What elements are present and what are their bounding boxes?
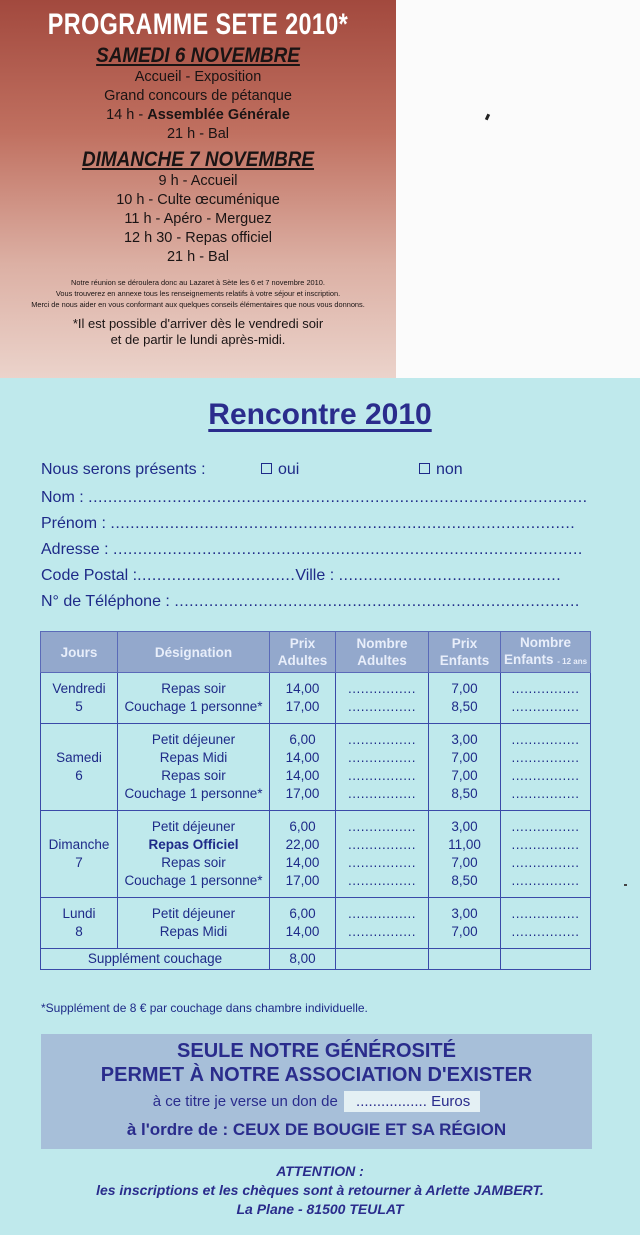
day-name: Samedi <box>56 750 102 765</box>
programme-notes: Notre réunion se déroulera donc au Lazaret à Sète les 6 et 7 novembre 2010. Vous trouverez en annexe tous les renseignements relatifs à votre séjour et inscription. Merci de nous aider en vous conformant aux quelques conseils élémentaires que nous vous donnons. <box>31 278 365 309</box>
supplement-price: 8,00 <box>270 949 336 970</box>
designation-item: Petit déjeuner <box>151 906 236 921</box>
price-table <box>40 631 591 970</box>
registration-form <box>0 378 640 1235</box>
day-name: Dimanche <box>48 837 110 852</box>
prix-adultes-cell: 6,00 14,00 14,00 17,00 <box>270 724 336 811</box>
header-jours: Jours <box>41 632 118 673</box>
programme-title: PROGRAMME SETE 2010* <box>47 8 349 41</box>
designation-item: Repas Midi <box>159 750 228 765</box>
banner-line1: SEULE NOTRE GÉNÉROSITÉ <box>177 1040 456 1062</box>
checkbox-icon <box>261 463 272 474</box>
day-cell <box>41 724 118 811</box>
designation-item: Repas soir <box>161 681 226 696</box>
designation-cell <box>118 673 270 724</box>
prix-enfants-cell: 3,00 7,00 <box>429 898 501 949</box>
form-title: Rencontre 2010 <box>208 398 432 431</box>
day-cell <box>41 811 118 898</box>
day2-line: 12 h 30 - Repas officiel <box>123 230 273 246</box>
prenom-field[interactable]: Prénom : .............................................................................................. <box>41 515 576 532</box>
programme-footnote: *Il est possible d'arriver dès le vendredi soir et de partir le lundi après-midi. <box>72 316 324 347</box>
designation-cell <box>118 811 270 898</box>
day2-line: 21 h - Bal <box>166 249 230 265</box>
oui-checkbox[interactable]: oui <box>261 461 299 479</box>
nom-field[interactable]: Nom : ..................................................................................................... <box>41 489 588 506</box>
day1-line: Grand concours de pétanque <box>104 88 292 104</box>
header-nombre-adultes: Nombre Adultes <box>336 632 429 673</box>
day-cell <box>41 898 118 949</box>
supplement-note: *Supplément de 8 € par couchage dans chambre individuelle. <box>41 1001 368 1015</box>
prix-enfants-cell <box>429 949 501 970</box>
nombre-adultes-cell[interactable] <box>336 949 429 970</box>
donation-row: à ce titre je verse un don de ................. Euros <box>41 1091 592 1112</box>
non-checkbox[interactable]: non <box>419 461 463 479</box>
header-nombre-enfants: Nombre Enfants - 12 ans <box>501 632 591 673</box>
prix-enfants-cell: 3,00 11,00 7,00 8,50 <box>429 811 501 898</box>
day-cell <box>41 673 118 724</box>
attention-title: ATTENTION : <box>276 1163 364 1179</box>
banner-line2: PERMET À NOTRE ASSOCIATION D'EXISTER <box>100 1064 533 1086</box>
day1-line: 21 h - Bal <box>166 126 230 142</box>
day2-line: 10 h - Culte œcuménique <box>116 192 280 208</box>
day-name: Lundi <box>62 906 96 921</box>
telephone-field[interactable]: N° de Téléphone : .................................................................................. <box>41 593 580 610</box>
day-number: 6 <box>75 768 83 783</box>
table-row <box>41 673 591 724</box>
day-number: 8 <box>75 924 83 939</box>
ink-mark <box>485 114 490 121</box>
day1-line: 14 h - Assemblée Générale <box>106 107 290 123</box>
day-number: 7 <box>75 855 83 870</box>
designation-item: Couchage 1 personne* <box>124 699 263 714</box>
designation-cell <box>118 898 270 949</box>
nombre-enfants-cell[interactable]: ................ ................ <box>501 673 591 724</box>
nombre-enfants-cell[interactable]: ................ ................ ................ ................ <box>501 811 591 898</box>
header-designation: Désignation <box>118 632 270 673</box>
designation-item: Petit déjeuner <box>151 819 236 834</box>
day2-line: 9 h - Accueil <box>158 173 238 189</box>
presence-row: Nous serons présents : oui non <box>41 461 463 478</box>
nombre-adultes-cell[interactable]: ................ ................ <box>336 673 429 724</box>
attention-line1: les inscriptions et les chèques sont à retourner à Arlette JAMBERT. <box>96 1182 544 1198</box>
prix-enfants-cell: 3,00 7,00 7,00 8,50 <box>429 724 501 811</box>
donation-banner <box>41 1034 592 1149</box>
designation-item: Repas soir <box>161 855 226 870</box>
designation-item: Repas Officiel <box>148 837 239 852</box>
header-prix-adultes: Prix Adultes <box>270 632 336 673</box>
designation-item: Repas Midi <box>159 924 228 939</box>
ink-spot <box>624 884 627 886</box>
attention-line2: La Plane - 81500 TEULAT <box>236 1201 404 1217</box>
designation-cell <box>118 724 270 811</box>
day-name: Vendredi <box>52 681 106 696</box>
header-prix-enfants: Prix Enfants <box>429 632 501 673</box>
adresse-field[interactable]: Adresse : ............................................................................................... <box>41 541 583 558</box>
table-row <box>41 811 591 898</box>
nombre-enfants-cell[interactable]: ................ ................ <box>501 898 591 949</box>
designation-item: Couchage 1 personne* <box>124 786 263 801</box>
designation-item: Repas soir <box>161 768 226 783</box>
nombre-enfants-cell[interactable]: ................ ................ ................ ................ <box>501 724 591 811</box>
supplement-row <box>41 949 591 970</box>
table-header <box>41 632 591 673</box>
prix-enfants-cell: 7,00 8,50 <box>429 673 501 724</box>
banner-ordre: à l'ordre de : CEUX DE BOUGIE ET SA RÉGION <box>126 1120 507 1139</box>
table-row <box>41 898 591 949</box>
checkbox-icon <box>419 463 430 474</box>
supplement-label: Supplément couchage <box>41 949 270 970</box>
prix-adultes-cell: 14,00 17,00 <box>270 673 336 724</box>
table-row <box>41 724 591 811</box>
cp-ville-field[interactable]: Code Postal :................................Ville : ............................................. <box>41 567 562 584</box>
nombre-enfants-cell[interactable] <box>501 949 591 970</box>
nombre-adultes-cell[interactable]: ................ ................ ................ ................ <box>336 811 429 898</box>
programme-card <box>0 0 396 378</box>
designation-item: Couchage 1 personne* <box>124 873 263 888</box>
nombre-adultes-cell[interactable]: ................ ................ <box>336 898 429 949</box>
day2-heading: DIMANCHE 7 NOVEMBRE <box>81 148 315 171</box>
prix-adultes-cell: 6,00 22,00 14,00 17,00 <box>270 811 336 898</box>
donation-field[interactable]: ................. Euros <box>344 1091 480 1112</box>
day2-line: 11 h - Apéro - Merguez <box>124 211 272 227</box>
day1-line: Accueil - Exposition <box>134 69 262 85</box>
prix-adultes-cell: 6,00 14,00 <box>270 898 336 949</box>
nombre-adultes-cell[interactable]: ................ ................ ................ ................ <box>336 724 429 811</box>
day-number: 5 <box>75 699 83 714</box>
designation-item: Petit déjeuner <box>151 732 236 747</box>
day1-heading: SAMEDI 6 NOVEMBRE <box>96 44 300 67</box>
